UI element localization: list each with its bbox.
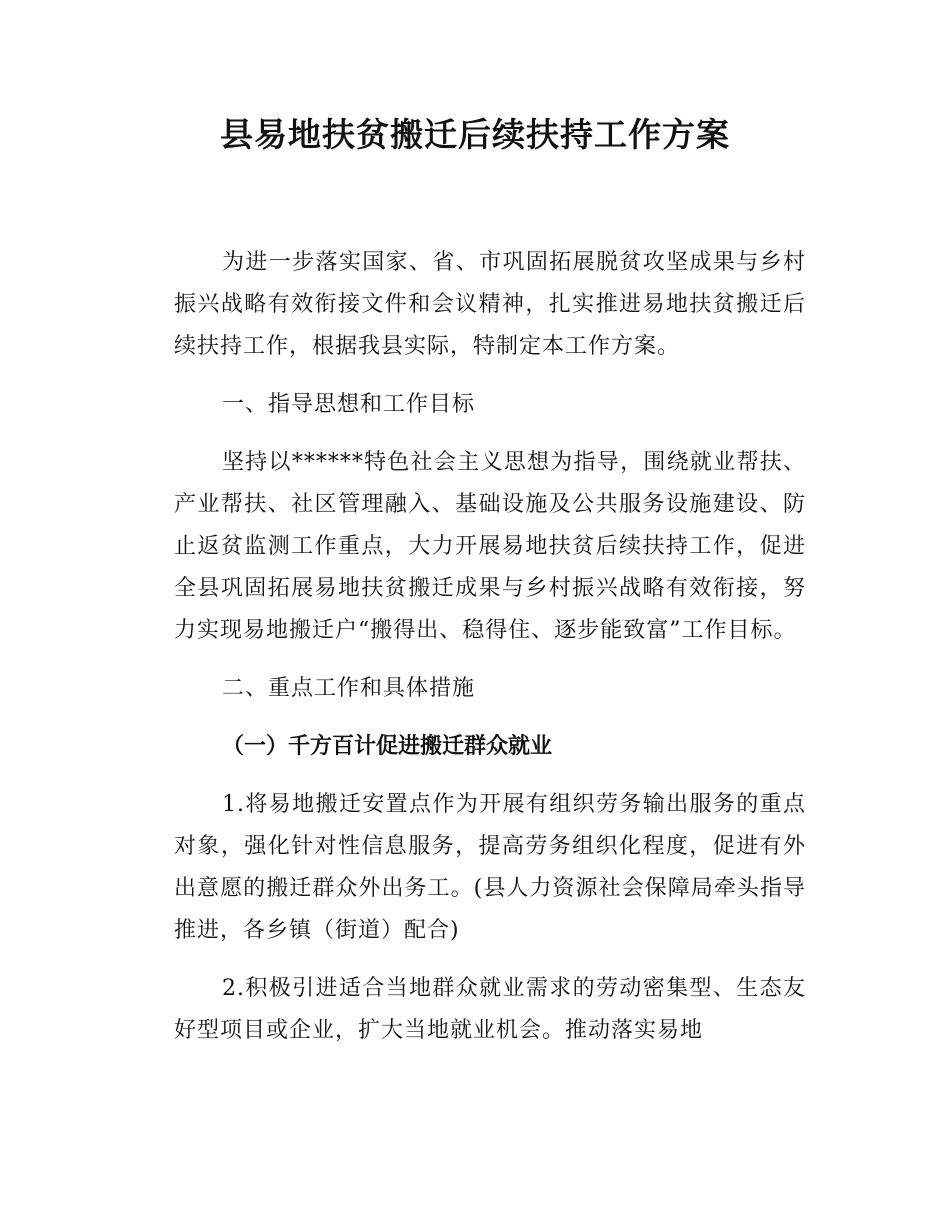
intro-paragraph: 为进一步落实国家、省、市巩固拓展脱贫攻坚成果与乡村振兴战略有效衔接文件和会议精神，扎实推进易地扶贫搬迁后续扶持工作，根据我县实际，特制定本工作方案。	[174, 250, 806, 359]
measure-paragraph-2: 2.积极引进适合当地群众就业需求的劳动密集型、生态友好型项目或企业，扩大当地就业机会。推动落实易地	[174, 976, 806, 1043]
subsection-heading-employment: （一）千方百计促进搬迁群众就业	[222, 734, 553, 759]
measure-paragraph-1: 1.将易地搬迁安置点作为开展有组织劳务输出服务的重点对象，强化针对性信息服务，提高劳务组织化程度，促进有外出意愿的搬迁群众外出务工。(县人力资源社会保障局牵头指导推进，各乡镇（街道）配合)	[174, 792, 806, 943]
section-heading-1: 一、指导思想和工作目标	[222, 392, 476, 417]
section-heading-2: 二、重点工作和具体措施	[222, 676, 476, 701]
guiding-ideology-paragraph: 坚持以******特色社会主义思想为指导，围绕就业帮扶、产业帮扶、社区管理融入、基础设施及公共服务设施建设、防止返贫监测工作重点，大力开展易地扶贫后续扶持工作，促进全县巩固拓展易地扶贫搬迁成果与乡村振兴战略有效衔接，努力实现易地搬迁户“搬得出、稳得住、逐步能致富”工作目标。	[174, 450, 806, 643]
document-title: 县易地扶贫搬迁后续扶持工作方案	[220, 115, 730, 154]
document-body	[174, 242, 806, 1068]
